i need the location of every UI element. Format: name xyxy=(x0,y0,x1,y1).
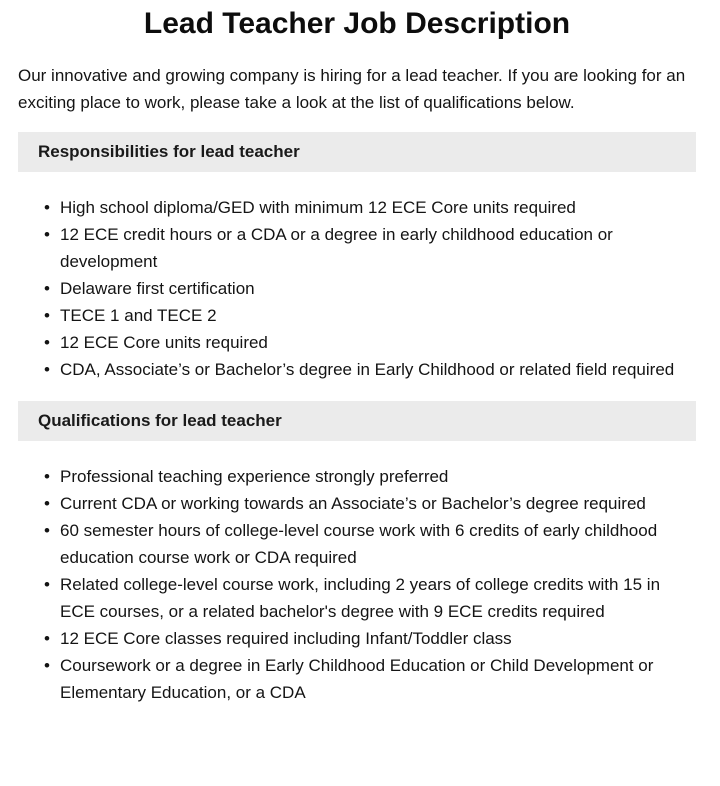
list-item: • High school diploma/GED with minimum 12 ECE Core units required xyxy=(44,194,696,221)
list-item: • 12 ECE credit hours or a CDA or a degree in early childhood education or development xyxy=(44,221,696,275)
intro-paragraph: Our innovative and growing company is hiring for a lead teacher. If you are looking for an exciting place to work, please take a look at the list of qualifications below. xyxy=(18,66,686,112)
list-item: • 12 ECE Core units required xyxy=(44,329,696,356)
responsibilities-section xyxy=(18,132,696,383)
list-item: • TECE 1 and TECE 2 xyxy=(44,302,696,329)
qualifications-section xyxy=(18,401,696,706)
qualifications-heading: Qualifications for lead teacher xyxy=(18,401,696,441)
list-item: • Coursework or a degree in Early Childhood Education or Child Development or Elementary Education, or a CDA xyxy=(44,652,696,706)
responsibilities-list xyxy=(18,194,696,383)
page-title: Lead Teacher Job Description xyxy=(143,7,571,40)
list-item: • Related college-level course work, including 2 years of college credits with 15 in ECE courses, or a related bachelor's degree with 9 ECE credits required xyxy=(44,571,696,625)
list-item: • Professional teaching experience strongly preferred xyxy=(44,463,696,490)
list-item: • 12 ECE Core classes required including Infant/Toddler class xyxy=(44,625,696,652)
responsibilities-heading: Responsibilities for lead teacher xyxy=(18,132,696,172)
qualifications-list xyxy=(18,463,696,706)
list-item: • Delaware first certification xyxy=(44,275,696,302)
list-item: • Current CDA or working towards an Associate’s or Bachelor’s degree required xyxy=(44,490,696,517)
list-item: • 60 semester hours of college-level course work with 6 credits of early childhood education course work or CDA required xyxy=(44,517,696,571)
list-item: • CDA, Associate’s or Bachelor’s degree in Early Childhood or related field required xyxy=(44,356,696,383)
